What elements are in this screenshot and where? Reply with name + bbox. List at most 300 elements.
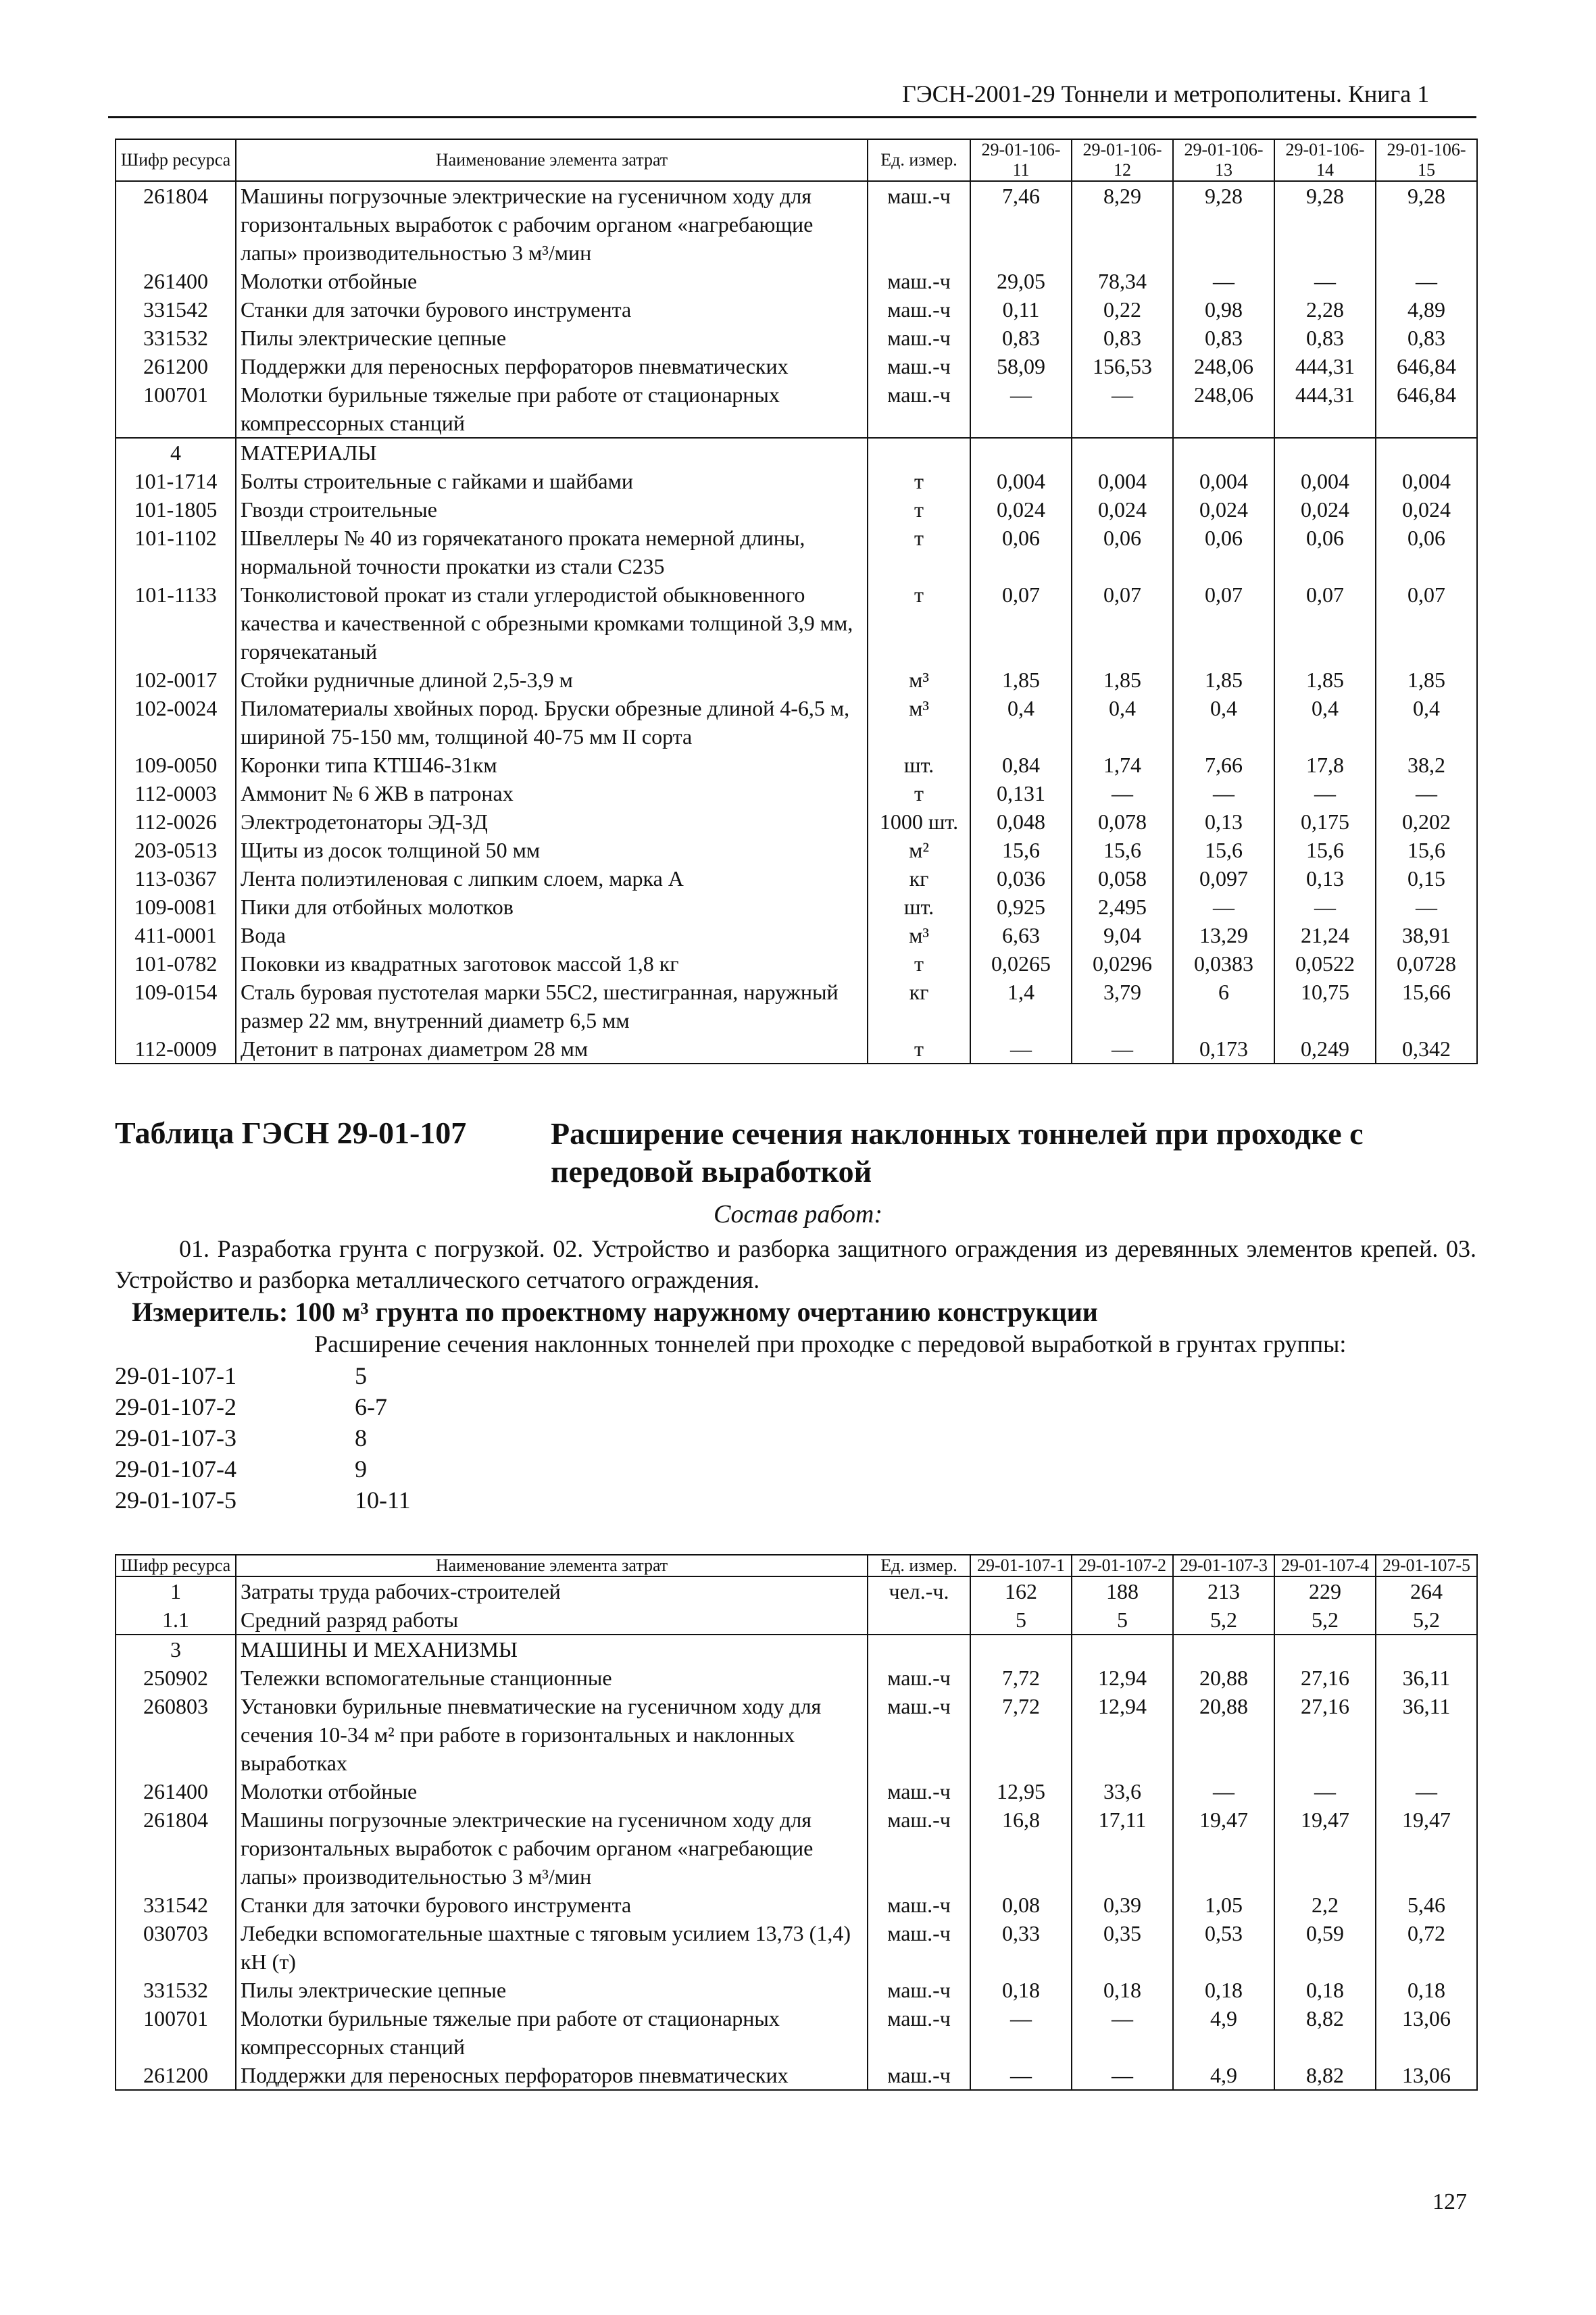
column-header: Наименование элемента затрат <box>236 139 868 181</box>
resource-name: Молотки отбойные <box>236 1777 868 1806</box>
resource-code: 112-0026 <box>116 807 236 836</box>
variant-row <box>115 1362 367 1390</box>
resource-unit: т <box>868 524 970 580</box>
resource-name: Пилы электрические цепные <box>236 1976 868 2004</box>
resource-name: Детонит в патронах диаметром 28 мм <box>236 1035 868 1064</box>
variant-group: 9 <box>355 1455 367 1483</box>
table-row <box>116 694 1477 751</box>
empty-cell <box>970 438 1072 467</box>
resource-code: 109-0050 <box>116 751 236 779</box>
value-cell: 19,47 <box>1173 1806 1274 1891</box>
resource-unit: кг <box>868 864 970 893</box>
resource-code: 101-0782 <box>116 949 236 978</box>
value-cell: 1,85 <box>1173 666 1274 694</box>
value-cell: 2,28 <box>1274 295 1376 324</box>
value-cell: 0,22 <box>1072 295 1173 324</box>
resource-unit: маш.-ч <box>868 1777 970 1806</box>
resource-name: Щиты из досок толщиной 50 мм <box>236 836 868 864</box>
value-cell: 0,249 <box>1274 1035 1376 1064</box>
value-cell: — <box>1173 1777 1274 1806</box>
value-cell: 0,097 <box>1173 864 1274 893</box>
table-row <box>116 779 1477 807</box>
value-cell: 0,0728 <box>1376 949 1477 978</box>
value-cell: 4,9 <box>1173 2004 1274 2061</box>
value-cell: 0,078 <box>1072 807 1173 836</box>
value-cell: 27,16 <box>1274 1664 1376 1692</box>
resource-unit: маш.-ч <box>868 267 970 295</box>
value-cell: — <box>1274 1777 1376 1806</box>
table-row <box>116 1035 1477 1064</box>
value-cell: 0,4 <box>970 694 1072 751</box>
column-header: 29-01-107-1 <box>970 1555 1072 1576</box>
value-cell: 7,72 <box>970 1664 1072 1692</box>
table-row <box>116 1777 1477 1806</box>
value-cell: 36,11 <box>1376 1664 1477 1692</box>
variant-code: 29-01-107-5 <box>115 1487 236 1514</box>
value-cell: 17,8 <box>1274 751 1376 779</box>
value-cell: — <box>1072 1035 1173 1064</box>
column-header: 29-01-107-2 <box>1072 1555 1173 1576</box>
value-cell: 5,2 <box>1376 1605 1477 1635</box>
table-row <box>116 893 1477 921</box>
value-cell: 1,85 <box>1072 666 1173 694</box>
value-cell: 0,83 <box>970 324 1072 352</box>
value-cell: 0,98 <box>1173 295 1274 324</box>
column-header: 29-01-106-11 <box>970 139 1072 181</box>
value-cell: 5,46 <box>1376 1891 1477 1919</box>
resource-unit: маш.-ч <box>868 324 970 352</box>
column-header: Ед. измер. <box>868 1555 970 1576</box>
value-cell: 15,6 <box>1274 836 1376 864</box>
value-cell: 6 <box>1173 978 1274 1035</box>
variant-code: 29-01-107-4 <box>115 1455 236 1483</box>
value-cell: 5,2 <box>1274 1605 1376 1635</box>
value-cell: 33,6 <box>1072 1777 1173 1806</box>
value-cell: 3,79 <box>1072 978 1173 1035</box>
resource-name: Аммонит № 6 ЖВ в патронах <box>236 779 868 807</box>
empty-cell <box>1072 438 1173 467</box>
variant-code: 29-01-107-3 <box>115 1424 236 1451</box>
resource-name: Тележки вспомогательные станционные <box>236 1664 868 1692</box>
value-cell: 0,131 <box>970 779 1072 807</box>
value-cell: 2,2 <box>1274 1891 1376 1919</box>
value-cell: 9,28 <box>1274 181 1376 267</box>
variant-code: 29-01-107-2 <box>115 1393 236 1420</box>
value-cell: 13,06 <box>1376 2061 1477 2090</box>
value-cell: 0,08 <box>970 1891 1072 1919</box>
resource-code: 112-0009 <box>116 1035 236 1064</box>
value-cell: 0,83 <box>1173 324 1274 352</box>
value-cell: 1,05 <box>1173 1891 1274 1919</box>
resource-table-107 <box>115 1554 1478 2091</box>
value-cell: 0,0522 <box>1274 949 1376 978</box>
value-cell: 9,28 <box>1376 181 1477 267</box>
value-cell: 1,85 <box>1376 666 1477 694</box>
resource-code: 261400 <box>116 267 236 295</box>
value-cell: 0,024 <box>1274 495 1376 524</box>
header-rule <box>108 116 1476 118</box>
resource-code: 100701 <box>116 2004 236 2061</box>
value-cell: 0,83 <box>1274 324 1376 352</box>
value-cell: 7,72 <box>970 1692 1072 1777</box>
resource-code: 260803 <box>116 1692 236 1777</box>
value-cell: 0,06 <box>1376 524 1477 580</box>
value-cell: 0,07 <box>1376 580 1477 666</box>
resource-name: Машины погрузочные электрические на гусеничном ходу для горизонтальных выработок с рабочим органом «нагребающие лапы» производительностью 3 м³/мин <box>236 181 868 267</box>
variant-row <box>115 1486 411 1514</box>
value-cell: 0,06 <box>1173 524 1274 580</box>
resource-code: 112-0003 <box>116 779 236 807</box>
variant-row <box>115 1424 367 1452</box>
value-cell: 0,4 <box>1274 694 1376 751</box>
table-row <box>116 352 1477 380</box>
value-cell: 38,91 <box>1376 921 1477 949</box>
resource-name: Болты строительные с гайками и шайбами <box>236 467 868 495</box>
value-cell: 9,04 <box>1072 921 1173 949</box>
value-cell: 19,47 <box>1274 1806 1376 1891</box>
value-cell: 0,173 <box>1173 1035 1274 1064</box>
value-cell: 4,9 <box>1173 2061 1274 2090</box>
value-cell: 8,29 <box>1072 181 1173 267</box>
value-cell: 0,036 <box>970 864 1072 893</box>
value-cell: 9,28 <box>1173 181 1274 267</box>
column-header: 29-01-106-14 <box>1274 139 1376 181</box>
value-cell: 0,004 <box>1376 467 1477 495</box>
value-cell: — <box>970 2061 1072 2090</box>
value-cell: 7,66 <box>1173 751 1274 779</box>
value-cell: 0,72 <box>1376 1919 1477 1976</box>
variant-row <box>115 1455 367 1483</box>
value-cell: — <box>1072 2004 1173 2061</box>
resource-code: 261804 <box>116 181 236 267</box>
table-row <box>116 524 1477 580</box>
value-cell: 0,07 <box>1274 580 1376 666</box>
resource-unit: маш.-ч <box>868 295 970 324</box>
resource-unit: м³ <box>868 921 970 949</box>
resource-name: Пики для отбойных молотков <box>236 893 868 921</box>
section-title: МАШИНЫ И МЕХАНИЗМЫ <box>236 1635 868 1664</box>
empty-cell <box>1173 438 1274 467</box>
value-cell: — <box>970 1035 1072 1064</box>
value-cell: 2,495 <box>1072 893 1173 921</box>
value-cell: 17,11 <box>1072 1806 1173 1891</box>
section-row <box>116 438 1477 467</box>
value-cell: 12,95 <box>970 1777 1072 1806</box>
resource-unit: т <box>868 1035 970 1064</box>
value-cell: — <box>1072 380 1173 438</box>
table-row <box>116 1976 1477 2004</box>
value-cell: 0,18 <box>1274 1976 1376 2004</box>
value-cell: 444,31 <box>1274 352 1376 380</box>
value-cell: 12,94 <box>1072 1692 1173 1777</box>
resource-code: 102-0017 <box>116 666 236 694</box>
variant-code: 29-01-107-1 <box>115 1362 236 1389</box>
resource-code: 1 <box>116 1576 236 1605</box>
value-cell: — <box>1376 267 1477 295</box>
value-cell: 0,4 <box>1376 694 1477 751</box>
value-cell: 5,2 <box>1173 1605 1274 1635</box>
value-cell: 20,88 <box>1173 1692 1274 1777</box>
resource-code: 030703 <box>116 1919 236 1976</box>
column-header: 29-01-106-13 <box>1173 139 1274 181</box>
table-row <box>116 1664 1477 1692</box>
value-cell: 0,0296 <box>1072 949 1173 978</box>
resource-name: Вода <box>236 921 868 949</box>
value-cell: 15,6 <box>1376 836 1477 864</box>
table-row <box>116 1605 1477 1635</box>
resource-code: 4 <box>116 438 236 467</box>
value-cell: — <box>1274 893 1376 921</box>
value-cell: 0,024 <box>1376 495 1477 524</box>
table-row <box>116 1919 1477 1976</box>
table-row <box>116 1891 1477 1919</box>
value-cell: 0,18 <box>1376 1976 1477 2004</box>
value-cell: 10,75 <box>1274 978 1376 1035</box>
resource-code: 101-1714 <box>116 467 236 495</box>
resource-name: Поддержки для переносных перфораторов пневматических <box>236 2061 868 2090</box>
value-cell: 78,34 <box>1072 267 1173 295</box>
composition-text: 01. Разработка грунта с погрузкой. 02. Устройство и разборка защитного ограждения из деревянных элементов крепей. 03. Устройство и разборка металлического сетчатого ограждения. <box>115 1235 1476 1293</box>
value-cell: 188 <box>1072 1576 1173 1605</box>
resource-name: Стойки рудничные длиной 2,5-3,9 м <box>236 666 868 694</box>
resource-name: Лебедки вспомогательные шахтные с тяговым усилием 13,73 (1,4) кН (т) <box>236 1919 868 1976</box>
value-cell: 0,59 <box>1274 1919 1376 1976</box>
resource-code: 109-0154 <box>116 978 236 1035</box>
value-cell: 0,11 <box>970 295 1072 324</box>
value-cell: 0,18 <box>1072 1976 1173 2004</box>
value-cell: 0,15 <box>1376 864 1477 893</box>
table-row <box>116 921 1477 949</box>
column-header: Наименование элемента затрат <box>236 1555 868 1576</box>
empty-cell <box>1376 1635 1477 1664</box>
value-cell: 162 <box>970 1576 1072 1605</box>
value-cell: 0,0265 <box>970 949 1072 978</box>
resource-name: Лента полиэтиленовая с липким слоем, марка А <box>236 864 868 893</box>
resource-name: Станки для заточки бурового инструмента <box>236 295 868 324</box>
empty-cell <box>868 1635 970 1664</box>
table-row <box>116 380 1477 438</box>
value-cell: — <box>1376 893 1477 921</box>
value-cell: 20,88 <box>1173 1664 1274 1692</box>
resource-unit: маш.-ч <box>868 181 970 267</box>
table-row <box>116 267 1477 295</box>
value-cell: 1,4 <box>970 978 1072 1035</box>
resource-code: 411-0001 <box>116 921 236 949</box>
table-row <box>116 580 1477 666</box>
value-cell: 13,29 <box>1173 921 1274 949</box>
resource-unit: маш.-ч <box>868 1692 970 1777</box>
resource-unit: маш.-ч <box>868 2004 970 2061</box>
value-cell: 0,004 <box>970 467 1072 495</box>
resource-unit: м³ <box>868 666 970 694</box>
value-cell: 21,24 <box>1274 921 1376 949</box>
resource-unit: чел.-ч. <box>868 1576 970 1605</box>
empty-cell <box>1274 1635 1376 1664</box>
value-cell: — <box>1072 2061 1173 2090</box>
value-cell: — <box>1274 267 1376 295</box>
table-row <box>116 1576 1477 1605</box>
value-cell: 0,18 <box>970 1976 1072 2004</box>
value-cell: — <box>1274 779 1376 807</box>
value-cell: 0,35 <box>1072 1919 1173 1976</box>
value-cell: 0,024 <box>970 495 1072 524</box>
value-cell: 229 <box>1274 1576 1376 1605</box>
column-header: 29-01-107-5 <box>1376 1555 1477 1576</box>
value-cell: 1,85 <box>1274 666 1376 694</box>
resource-name: Сталь буровая пустотелая марки 55С2, шестигранная, наружный размер 22 мм, внутренний диаметр 6,5 мм <box>236 978 868 1035</box>
resource-code: 261400 <box>116 1777 236 1806</box>
running-header: ГЭСН-2001-29 Тоннели и метрополитены. Книга 1 <box>902 80 1430 107</box>
resource-table-106 <box>115 139 1478 1064</box>
resource-name: Электродетонаторы ЭД-3Д <box>236 807 868 836</box>
resource-code: 102-0024 <box>116 694 236 751</box>
value-cell: 0,06 <box>1072 524 1173 580</box>
column-header: Ед. измер. <box>868 139 970 181</box>
value-cell: 38,2 <box>1376 751 1477 779</box>
value-cell: 0,024 <box>1173 495 1274 524</box>
variant-group: 5 <box>355 1362 367 1389</box>
value-cell: 0,39 <box>1072 1891 1173 1919</box>
resource-name: Машины погрузочные электрические на гусеничном ходу для горизонтальных выработок с рабочим органом «нагребающие лапы» производительностью 3 м³/мин <box>236 1806 868 1891</box>
resource-name: Коронки типа КТШ46-31км <box>236 751 868 779</box>
value-cell: 4,89 <box>1376 295 1477 324</box>
resource-name: Поковки из квадратных заготовок массой 1,8 кг <box>236 949 868 978</box>
value-cell: 0,06 <box>1274 524 1376 580</box>
column-header: 29-01-106-15 <box>1376 139 1477 181</box>
value-cell: 0,06 <box>970 524 1072 580</box>
resource-unit: т <box>868 779 970 807</box>
value-cell: 0,07 <box>970 580 1072 666</box>
value-cell: 5 <box>1072 1605 1173 1635</box>
value-cell: 15,6 <box>1072 836 1173 864</box>
value-cell: 15,6 <box>970 836 1072 864</box>
value-cell: 8,82 <box>1274 2004 1376 2061</box>
table-row <box>116 1806 1477 1891</box>
value-cell: — <box>970 380 1072 438</box>
value-cell: 646,84 <box>1376 380 1477 438</box>
value-cell: — <box>1376 1777 1477 1806</box>
column-header: Шифр ресурса <box>116 1555 236 1576</box>
resource-unit: маш.-ч <box>868 1919 970 1976</box>
table-row <box>116 1692 1477 1777</box>
resource-name: Молотки бурильные тяжелые при работе от стационарных компрессорных станций <box>236 380 868 438</box>
resource-unit: т <box>868 949 970 978</box>
resource-code: 113-0367 <box>116 864 236 893</box>
value-cell: 0,4 <box>1173 694 1274 751</box>
value-cell: 0,84 <box>970 751 1072 779</box>
resource-code: 331532 <box>116 1976 236 2004</box>
resource-unit: маш.-ч <box>868 1664 970 1692</box>
resource-unit: 1000 шт. <box>868 807 970 836</box>
composition-title: Состав работ: <box>713 1200 883 1228</box>
empty-cell <box>1376 438 1477 467</box>
value-cell: 0,83 <box>1376 324 1477 352</box>
value-cell: 7,46 <box>970 181 1072 267</box>
value-cell: 0,004 <box>1072 467 1173 495</box>
resource-code: 100701 <box>116 380 236 438</box>
value-cell: 444,31 <box>1274 380 1376 438</box>
resource-unit: кг <box>868 978 970 1035</box>
table-row <box>116 807 1477 836</box>
section-row <box>116 1635 1477 1664</box>
value-cell: — <box>1173 893 1274 921</box>
measure-unit: Измеритель: 100 м³ грунта по проектному наружному очертанию конструкции <box>132 1297 1098 1327</box>
value-cell: 156,53 <box>1072 352 1173 380</box>
resource-code: 331542 <box>116 295 236 324</box>
section-title: МАТЕРИАЛЫ <box>236 438 868 467</box>
value-cell: 0,07 <box>1072 580 1173 666</box>
table-row <box>116 181 1477 267</box>
resource-name: Тонколистовой прокат из стали углеродистой обыкновенного качества и качественной с обрезными кромками толщиной 3,9 мм, горячекатаный <box>236 580 868 666</box>
resource-name: Молотки бурильные тяжелые при работе от стационарных компрессорных станций <box>236 2004 868 2061</box>
resource-name: Затраты труда рабочих-строителей <box>236 1576 868 1605</box>
resource-name: Средний разряд работы <box>236 1605 868 1635</box>
table-subject: Расширение сечения наклонных тоннелей при проходке с передовой выработкой <box>551 1116 1364 1189</box>
value-cell: 646,84 <box>1376 352 1477 380</box>
value-cell: 27,16 <box>1274 1692 1376 1777</box>
empty-cell <box>970 1635 1072 1664</box>
resource-code: 261804 <box>116 1806 236 1891</box>
table-row <box>116 467 1477 495</box>
value-cell: 0,004 <box>1274 467 1376 495</box>
resource-code: 3 <box>116 1635 236 1664</box>
value-cell: 213 <box>1173 1576 1274 1605</box>
value-cell: 12,94 <box>1072 1664 1173 1692</box>
value-cell: — <box>1173 779 1274 807</box>
value-cell: 36,11 <box>1376 1692 1477 1777</box>
value-cell: 0,925 <box>970 893 1072 921</box>
resource-unit: т <box>868 467 970 495</box>
table-row <box>116 978 1477 1035</box>
value-cell: 0,13 <box>1173 807 1274 836</box>
value-cell: — <box>1376 779 1477 807</box>
value-cell: 58,09 <box>970 352 1072 380</box>
resource-code: 261200 <box>116 2061 236 2090</box>
empty-cell <box>868 438 970 467</box>
resource-code: 101-1133 <box>116 580 236 666</box>
empty-cell <box>1274 438 1376 467</box>
value-cell: 0,004 <box>1173 467 1274 495</box>
resource-code: 331532 <box>116 324 236 352</box>
resource-code: 331542 <box>116 1891 236 1919</box>
resource-unit: маш.-ч <box>868 380 970 438</box>
value-cell: 0,058 <box>1072 864 1173 893</box>
value-cell: 0,0383 <box>1173 949 1274 978</box>
value-cell: 0,07 <box>1173 580 1274 666</box>
value-cell: 15,6 <box>1173 836 1274 864</box>
value-cell: 0,83 <box>1072 324 1173 352</box>
resource-name: Поддержки для переносных перфораторов пневматических <box>236 352 868 380</box>
value-cell: 13,06 <box>1376 2004 1477 2061</box>
resource-code: 109-0081 <box>116 893 236 921</box>
value-cell: 0,4 <box>1072 694 1173 751</box>
value-cell: — <box>1072 779 1173 807</box>
variant-row <box>115 1393 387 1421</box>
value-cell: 0,024 <box>1072 495 1173 524</box>
value-cell: 0,048 <box>970 807 1072 836</box>
resource-unit: м³ <box>868 694 970 751</box>
value-cell: 1,74 <box>1072 751 1173 779</box>
value-cell: 16,8 <box>970 1806 1072 1891</box>
resource-unit: м² <box>868 836 970 864</box>
resource-code: 101-1805 <box>116 495 236 524</box>
table-row <box>116 836 1477 864</box>
table-header-row <box>116 139 1477 181</box>
table-row <box>116 666 1477 694</box>
table-title: Таблица ГЭСН 29-01-107 <box>115 1116 467 1150</box>
table-header-row <box>116 1555 1477 1576</box>
value-cell: 15,66 <box>1376 978 1477 1035</box>
